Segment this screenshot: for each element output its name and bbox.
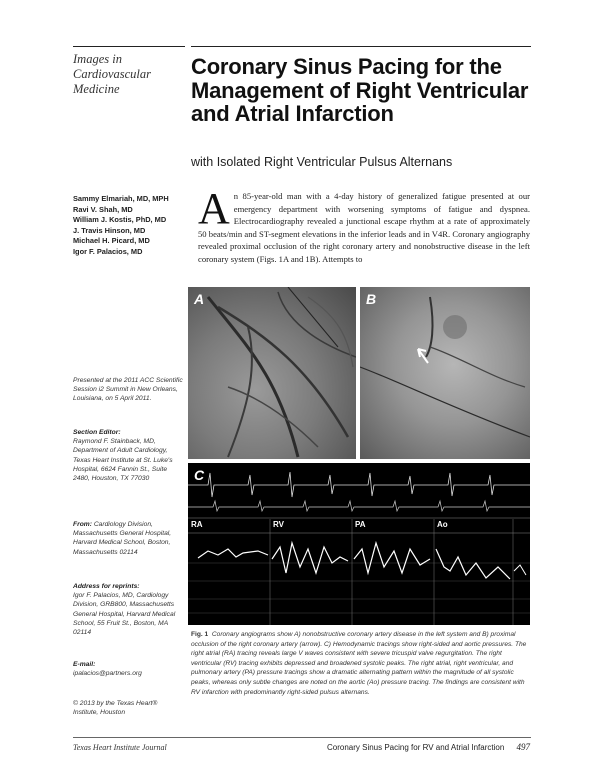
email-label: E-mail: [73, 661, 96, 668]
angiogram-panel-a [188, 287, 356, 459]
angiogram-b-vessels [360, 287, 530, 459]
angiogram-panel-b [360, 287, 530, 459]
panel-c-label: C [194, 467, 205, 483]
presented-note: Presented at the 2011 ACC Scientific Session i2 Summit in New Orleans, Louisiana, on 5 April 2011. [73, 377, 183, 403]
angiogram-a-vessels [188, 287, 356, 459]
tracing-label-ao: Ao [437, 520, 448, 529]
running-footer [327, 742, 530, 752]
panel-a-label: A [194, 291, 205, 307]
author: Igor F. Palacios, MD [73, 246, 143, 256]
author: J. Travis Hinson, MD [73, 225, 146, 235]
caption-text: Coronary angiograms show A) nonobstructive coronary artery disease in the left system and B) proximal occlusion of the right coronary artery (arrow). C) Hemodynamic tracings show right-sided and aortic pressures. The right atrial (RA) tracing reveals large V waves consistent with severe tricuspid valve regurgitation. The right ventricular (RV) tracing exhibits depressed and broadened systolic peaks. The right atrial, right ventricular, and pulmonary artery (PA) pressure tracings show a dramatic alternating pattern within the magnitude of all systolic peaks, whereas only subtle changes are noted on the aortic (Ao) pressure tracing. The findings are consistent with RV infarction with predominantly right-sided pulsus alternans. [191, 631, 527, 696]
drop-cap: A [198, 184, 230, 233]
body-text [198, 184, 530, 266]
email-link[interactable]: ipalacios@partners.org [73, 670, 142, 678]
bottom-rule [73, 737, 531, 738]
copyright-note: © 2013 by the Texas Heart® Institute, Houston [73, 700, 158, 717]
running-title: Coronary Sinus Pacing for RV and Atrial Infarction [326, 743, 505, 752]
section-editor-label: Section Editor: [73, 429, 121, 436]
hemodynamic-tracings-panel [188, 463, 530, 625]
author: Ravi V. Shah, MD [73, 204, 133, 214]
tracing-label-rv: RV [273, 520, 284, 529]
reprints-label: Address for reprints: [73, 583, 140, 590]
from-label: From: [73, 521, 92, 528]
section-editor-note: Section Editor: Raymond F. Stainback, MD, Department of Adult Cardiology, Texas Heart Institute at St. Luke's Hospital, 6624 Fannin St., Suite 2480, Houston, TX 77030 [73, 428, 183, 483]
from-note: From: Cardiology Division, Massachusetts General Hospital, Harvard Medical School, Boston, Massachusetts 02114 [73, 521, 172, 556]
panel-b-label: B [366, 291, 377, 307]
email-note [73, 660, 183, 678]
tracing-label-pa: PA [355, 520, 366, 529]
caption-label: Fig. 1 [191, 631, 209, 638]
journal-name: Texas Heart Institute Journal [73, 743, 167, 752]
author: Sammy Elmariah, MD, MPH [73, 194, 169, 203]
section-label: Images in Cardiovascular Medicine [73, 52, 152, 96]
article-subtitle: with Isolated Right Ventricular Pulsus Alternans [191, 155, 453, 169]
article-title: Coronary Sinus Pacing for the Management of Right Ventricular and Atrial Infarction [191, 54, 529, 126]
top-rule-left [73, 46, 185, 47]
body-paragraph: n 85-year-old man with a 4-day history of generalized fatigue presented at our emergency department with worsening symptoms of fatigue and dyspnea. Electrocardiography revealed a junctional escape rhythm at a rate of approximately 50 beats/min and ST-segment elevations in the inferior leads and in V4R. Coronary angiography revealed proximal occlusion of the right coronary artery and nonobstructive disease in the left coronary system (Figs. 1A and 1B). Attempts to [198, 191, 530, 264]
author: Michael H. Picard, MD [73, 236, 150, 245]
page-number: 497 [516, 742, 530, 752]
top-rule-right [191, 46, 531, 47]
hemodynamic-tracings [188, 463, 530, 625]
figure-caption [191, 630, 531, 697]
author-list [73, 194, 188, 257]
reprints-note: Address for reprints: Igor F. Palacios, MD, Cardiology Division, GRB800, Massachusetts General Hospital, Harvard Medical School, 55 Fruit St., Boston, MA 02114 [73, 582, 183, 637]
tracing-label-ra: RA [191, 520, 203, 529]
author: William J. Kostis, PhD, MD [73, 215, 167, 224]
